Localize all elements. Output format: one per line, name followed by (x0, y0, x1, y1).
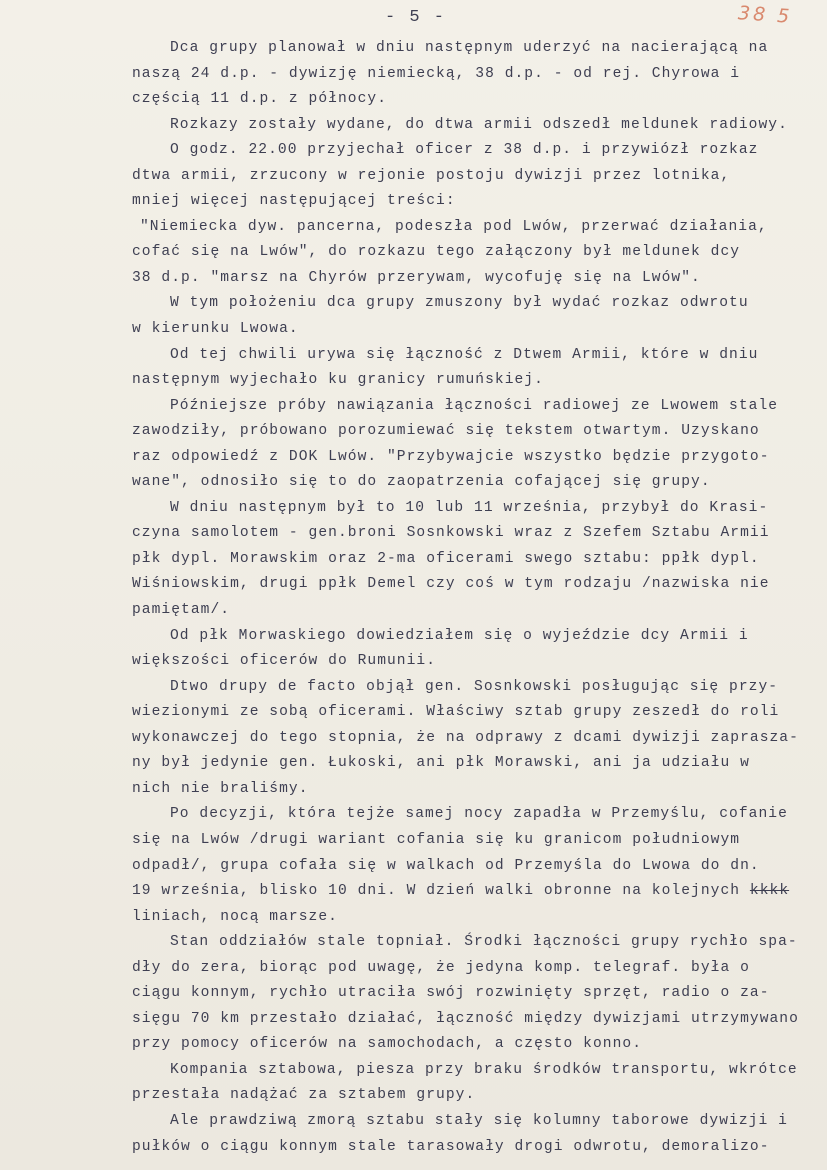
text-line-content: Dca grupy planował w dniu następnym uderzyć na nacierającą na (170, 40, 769, 56)
text-line-content: W dniu następnym był to 10 lub 11 września, przybył do Krasi- (170, 499, 769, 516)
text-line-content: pamiętam/. (132, 602, 231, 619)
text-line (118, 343, 827, 369)
text-line-content: czyna samolotem - gen.broni Sosnkowski wraz z Szefem Sztabu Armii (132, 525, 770, 542)
text-line (118, 36, 827, 62)
text-line-content: Rozkazy zostały wydane, do dtwa armii odszedł meldunek radiowy. (170, 116, 788, 133)
text-line-content: dtwa armii, zrzucony w rejonie postoju dywizji przez lotnika, (132, 167, 731, 184)
text-line-content: następnym wyjechało ku granicy rumuńskiej. (132, 372, 544, 389)
text-line (118, 496, 827, 522)
text-line-content: ny był jedynie gen. Łukoski, ani płk Morawski, ani ja udziału w (132, 755, 750, 772)
body-text (118, 36, 827, 1160)
text-line-content: Stan oddziałów stale topniał. Środki łączności grupy rychło spa- (170, 934, 798, 951)
text-line (118, 700, 827, 726)
archive-page-mark: 38 5 (737, 2, 794, 28)
text-line (118, 777, 827, 803)
text-line (118, 751, 827, 777)
text-line-content: dły do zera, biorąc pod uwagę, że jedyna komp. telegraf. była o (132, 959, 750, 976)
text-line-content: mniej więcej następującej treści: (132, 193, 456, 210)
text-line-content: zawodziły, próbowano porozumiewać się tekstem otwartym. Uzyskano (132, 423, 760, 440)
text-line (118, 317, 827, 343)
text-line-content: raz odpowiedź z DOK Lwów. "Przybywajcie wszystko będzie przygoto- (132, 448, 770, 465)
text-line-content: W tym położeniu dca grupy zmuszony był wydać rozkaz odwrotu (170, 295, 749, 312)
text-line (118, 649, 827, 675)
text-line (118, 1032, 827, 1058)
text-line (118, 854, 827, 880)
text-line (118, 981, 827, 1007)
text-line-content: Od płk Morwaskiego dowiedziałem się o wyjeździe dcy Armii i (170, 627, 749, 644)
text-line (118, 1007, 827, 1033)
text-line (118, 87, 827, 113)
text-line (118, 368, 827, 394)
text-line-content: Dtwo drupy de facto objął gen. Sosnkowski posługując się przy- (170, 678, 779, 695)
text-line-content: sięgu 70 km przestało działać, łączność między dywizjami utrzymywano (132, 1010, 799, 1027)
text-line-content: ciągu konnym, rychło utraciła swój rozwinięty sprzęt, radio o za- (132, 985, 770, 1002)
text-line-content: przestała nadążać za sztabem grupy. (132, 1087, 476, 1104)
text-line-content: 19 września, blisko 10 dni. W dzień walki obronne na kolejnych (132, 883, 741, 900)
text-line-content: wiezionymi ze sobą oficerami. Właściwy sztab grupy zeszedł do roli (132, 704, 780, 721)
text-line (118, 598, 827, 624)
text-line-content: liniach, nocą marsze. (132, 908, 338, 925)
text-line-content: O godz. 22.00 przyjechał oficer z 38 d.p. i przywiózł rozkaz (170, 142, 759, 159)
text-line-content: Wiśniowskim, drugi ppłk Demel czy coś w tym rodzaju /nazwiska nie (132, 576, 770, 593)
text-line-content: przy pomocy oficerów na samochodach, a często konno. (132, 1036, 642, 1053)
text-line-content: "Niemiecka dyw. pancerna, podeszła pod Lwów, przerwać działania, (140, 218, 768, 235)
text-line (118, 879, 827, 905)
text-line (118, 240, 827, 266)
text-line (118, 675, 827, 701)
text-line (118, 956, 827, 982)
text-line (118, 470, 827, 496)
text-line-content: 38 d.p. "marsz na Chyrów przerywam, wycofuję się na Lwów". (132, 269, 701, 286)
text-line (118, 291, 827, 317)
text-line-content: naszą 24 d.p. - dywizję niemiecką, 38 d.p. - od rej. Chyrowa i (132, 65, 741, 82)
text-line (118, 419, 827, 445)
text-line (118, 445, 827, 471)
text-line (118, 394, 827, 420)
text-line (118, 1109, 827, 1135)
text-line-content: nich nie braliśmy. (132, 780, 309, 797)
text-line (118, 828, 827, 854)
text-line (118, 215, 827, 241)
text-line-content: cofać się na Lwów", do rozkazu tego załączony był meldunek dcy (132, 244, 741, 261)
struck-out-text: kkkk (749, 883, 790, 900)
text-line (118, 802, 827, 828)
text-line (118, 572, 827, 598)
text-line-content: wane", odnosiło się to do zaopatrzenia cofającej się grupy. (132, 474, 711, 491)
text-line (118, 624, 827, 650)
text-line-content: Późniejsze próby nawiązania łączności radiowej ze Lwowem stale (170, 397, 779, 414)
text-line (118, 164, 827, 190)
text-line (118, 138, 827, 164)
text-line-content: Ale prawdziwą zmorą sztabu stały się kolumny taborowe dywizji i (170, 1112, 788, 1129)
text-line (118, 930, 827, 956)
text-line (118, 547, 827, 573)
text-line (118, 189, 827, 215)
text-line-content: pułków o ciągu konnym stale tarasowały drogi odwrotu, demoralizo- (132, 1138, 770, 1155)
text-line-content: Kompania sztabowa, piesza przy braku środków transportu, wkrótce (170, 1061, 798, 1078)
text-line-content: odpadł/, grupa cofała się w walkach od Przemyśla do Lwowa do dn. (132, 857, 760, 874)
text-line-content: się na Lwów /drugi wariant cofania się ku granicom południowym (132, 831, 741, 848)
text-line-content: płk dypl. Morawskim oraz 2-ma oficerami swego sztabu: ppłk dypl. (132, 550, 760, 567)
text-line (118, 62, 827, 88)
text-line (118, 113, 827, 139)
text-line (118, 266, 827, 292)
text-line-content: wykonawczej do tego stopnia, że na odprawy z dcami dywizji zaprasza- (132, 729, 799, 746)
text-line (118, 726, 827, 752)
text-line-content: większości oficerów do Rumunii. (132, 653, 437, 670)
text-line (118, 1135, 827, 1161)
text-line-content: częścią 11 d.p. z północy. (132, 91, 387, 108)
text-line-content: Od tej chwili urywa się łączność z Dtwem Armii, które w dniu (170, 346, 759, 363)
text-line-content: Po decyzji, która tejże samej nocy zapadła w Przemyślu, cofanie (170, 806, 788, 823)
text-line (118, 1083, 827, 1109)
text-line (118, 905, 827, 931)
text-line (118, 521, 827, 547)
page-number: - 5 - (385, 8, 447, 27)
text-line-content: w kierunku Lwowa. (132, 321, 299, 338)
text-line (118, 1058, 827, 1084)
